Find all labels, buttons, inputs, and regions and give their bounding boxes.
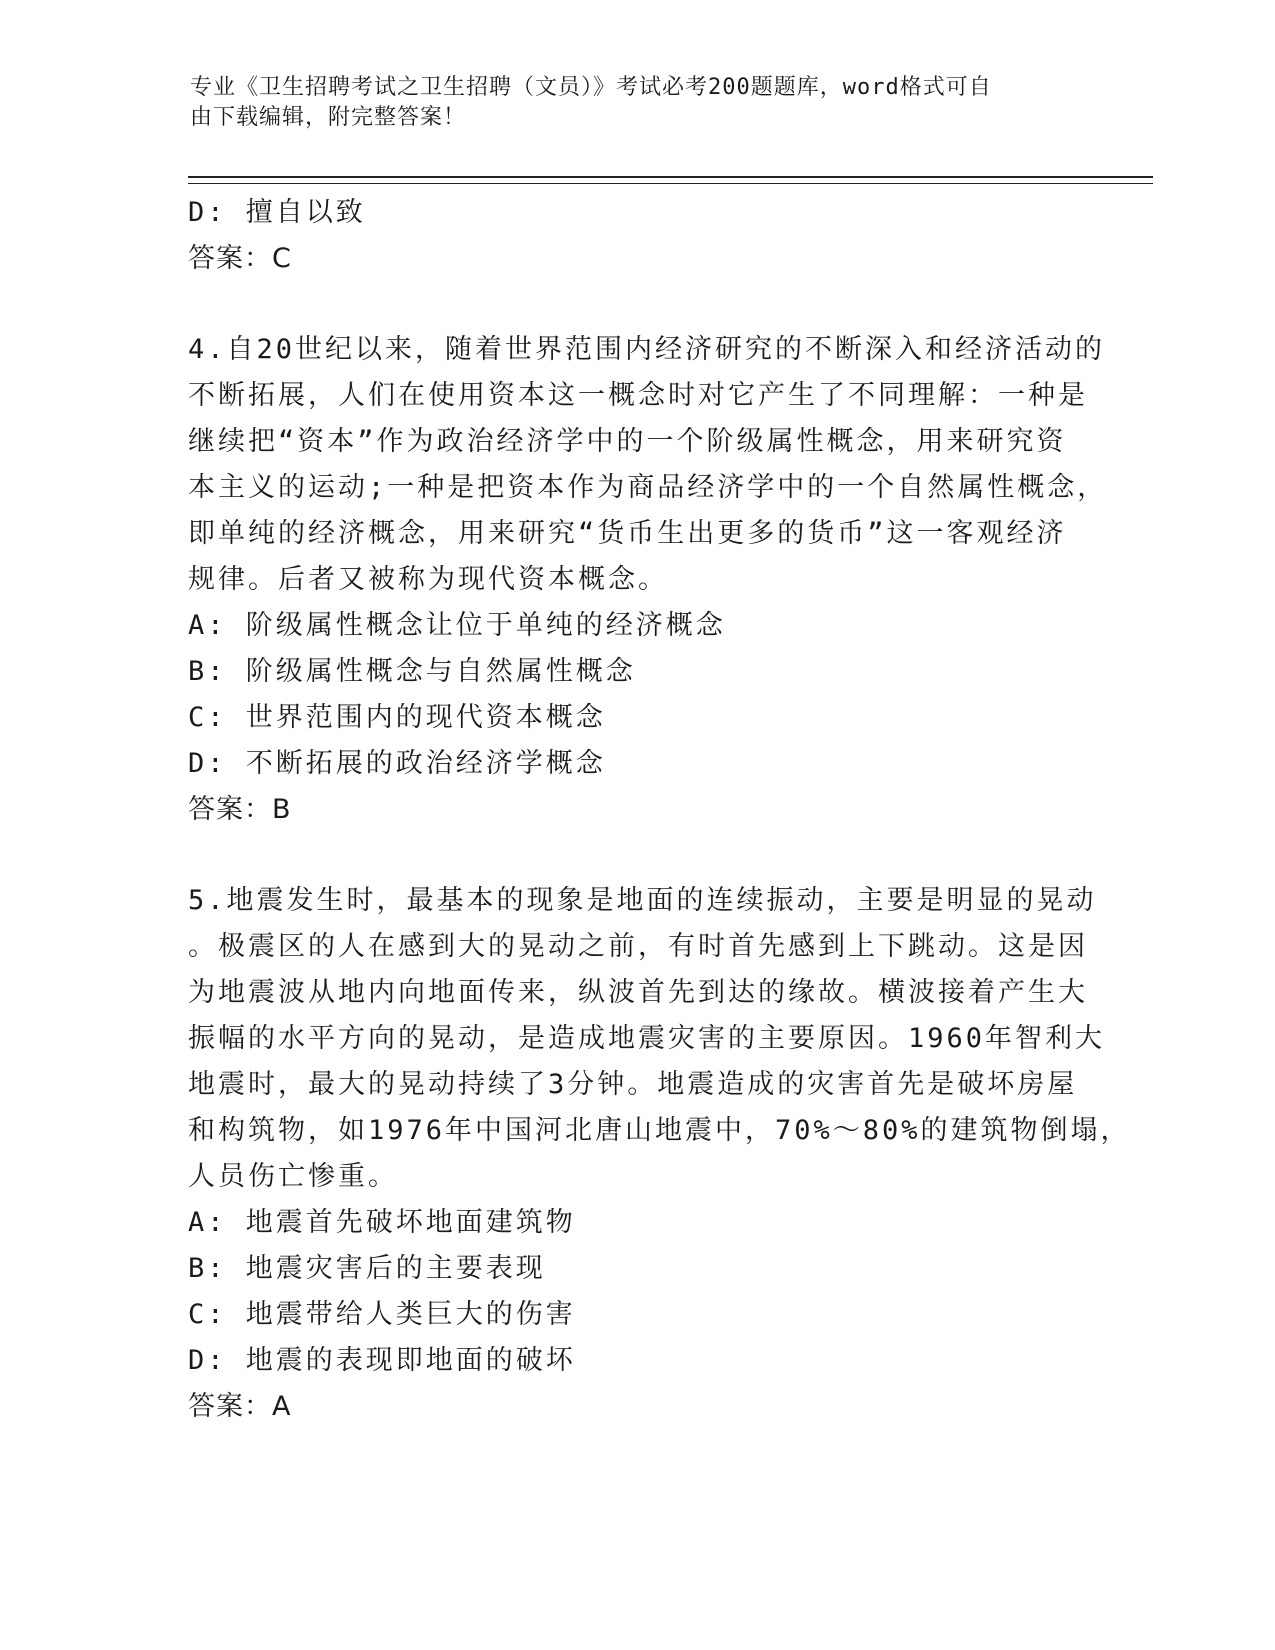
question-stem-line: 继续把“资本”作为政治经济学中的一个阶级属性概念，用来研究资: [188, 426, 1067, 457]
option-d: D: 地震的表现即地面的破坏: [188, 1345, 576, 1376]
question-stem-line: 4.自20世纪以来，随着世界范围内经济研究的不断深入和经济活动的: [188, 334, 1106, 365]
question-stem-line: 振幅的水平方向的晃动，是造成地震灾害的主要原因。1960年智利大: [188, 1023, 1106, 1054]
question-stem-line: 。极震区的人在感到大的晃动之前，有时首先感到上下跳动。这是因: [188, 931, 1088, 962]
question-4: [188, 327, 1108, 833]
question-5: [188, 878, 1131, 1430]
answer-line: 答案：B: [188, 794, 292, 825]
question-stem-line: 即单纯的经济概念，用来研究“货币生出更多的货币”这一客观经济: [188, 518, 1067, 549]
option-b: B: 地震灾害后的主要表现: [188, 1253, 546, 1284]
option-a: A: 阶级属性概念让位于单纯的经济概念: [188, 610, 726, 641]
question-stem-line: 为地震波从地内向地面传来，纵波首先到达的缘故。横波接着产生大: [188, 977, 1088, 1008]
option-b: B: 阶级属性概念与自然属性概念: [188, 656, 636, 687]
answer-line: 答案：A: [188, 1391, 292, 1422]
option-a: A: 地震首先破坏地面建筑物: [188, 1207, 576, 1238]
question-stem-line: 人员伤亡惨重。: [188, 1161, 398, 1192]
answer-line: 答案：C: [188, 243, 292, 274]
option-d: D: 擅自以致: [188, 197, 366, 228]
question-content: [188, 190, 1131, 1430]
question-stem-line: 本主义的运动;一种是把资本作为商品经济学中的一个自然属性概念，: [188, 472, 1108, 503]
header-rule-thin: [188, 183, 1153, 184]
header-rule-thick: [188, 176, 1153, 178]
question-stem-line: 和构筑物，如1976年中国河北唐山地震中，70%～80%的建筑物倒塌，: [188, 1115, 1131, 1146]
header-line-2: 由下载编辑，附完整答案！: [190, 105, 467, 130]
question-3-tail: [188, 190, 1088, 282]
spacer: [188, 282, 1088, 327]
question-stem-line: 规律。后者又被称为现代资本概念。: [188, 564, 668, 595]
header-line-1: 专业《卫生招聘考试之卫生招聘（文员）》考试必考200题题库，word格式可自: [190, 75, 992, 100]
question-stem-line: 5.地震发生时，最基本的现象是地面的连续振动，主要是明显的晃动: [188, 885, 1097, 916]
document-header: [190, 73, 1070, 133]
option-c: C: 世界范围内的现代资本概念: [188, 702, 606, 733]
option-c: C: 地震带给人类巨大的伤害: [188, 1299, 576, 1330]
question-stem-line: 不断拓展，人们在使用资本这一概念时对它产生了不同理解：一种是: [188, 380, 1088, 411]
question-stem-line: 地震时，最大的晃动持续了3分钟。地震造成的灾害首先是破坏房屋: [188, 1069, 1078, 1100]
option-d: D: 不断拓展的政治经济学概念: [188, 748, 606, 779]
spacer: [188, 833, 1088, 878]
